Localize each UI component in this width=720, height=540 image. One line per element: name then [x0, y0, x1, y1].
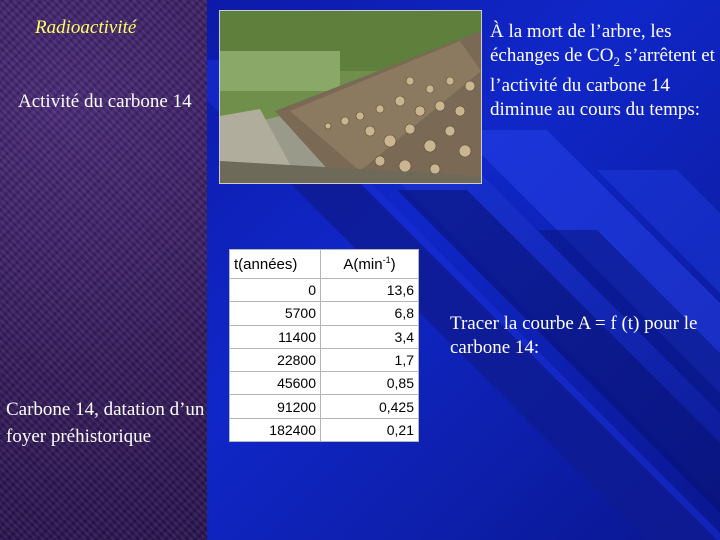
table-row	[230, 325, 419, 348]
activity-cell: 6,8	[321, 302, 419, 325]
slide-title: Radioactivité	[35, 17, 137, 38]
table-row	[230, 395, 419, 418]
sidebar	[0, 0, 207, 540]
table-row	[230, 372, 419, 395]
instruction-text: Tracer la courbe A = f (t) pour le carbone 14:	[450, 313, 698, 358]
time-cell: 11400	[230, 325, 321, 348]
slide-subtitle: Activité du carbone 14	[18, 91, 192, 112]
activity-cell: 0,85	[321, 372, 419, 395]
dating-caption: Carbone 14, datation d’un foyer préhistorique	[6, 399, 205, 447]
activity-table	[229, 249, 419, 442]
intro-text-before: À la mort de l’arbre, les échanges de CO	[490, 21, 672, 66]
intro-text	[490, 20, 718, 122]
time-cell: 91200	[230, 395, 321, 418]
table-row	[230, 418, 419, 441]
activity-cell: 1,7	[321, 348, 419, 371]
time-cell: 45600	[230, 372, 321, 395]
column-header-activity: $A(\min^{-1})$	[321, 250, 419, 279]
time-cell: 5700	[230, 302, 321, 325]
activity-cell: 0,21	[321, 418, 419, 441]
table-row	[230, 279, 419, 302]
column-header-time: t(années)	[230, 250, 321, 279]
wood-pile-photo	[219, 10, 482, 184]
table-row	[230, 348, 419, 371]
time-cell: 182400	[230, 418, 321, 441]
time-cell: 0	[230, 279, 321, 302]
co2-subscript: 2	[613, 54, 620, 69]
activity-cell: 3,4	[321, 325, 419, 348]
activity-cell: 0,425	[321, 395, 419, 418]
activity-cell: 13,6	[321, 279, 419, 302]
intro-text-after: s’arrêtent et l’activité du carbone 14 diminue au cours du temps:	[490, 45, 715, 120]
time-cell: 22800	[230, 348, 321, 371]
table-header-row	[230, 250, 419, 279]
table-row	[230, 302, 419, 325]
